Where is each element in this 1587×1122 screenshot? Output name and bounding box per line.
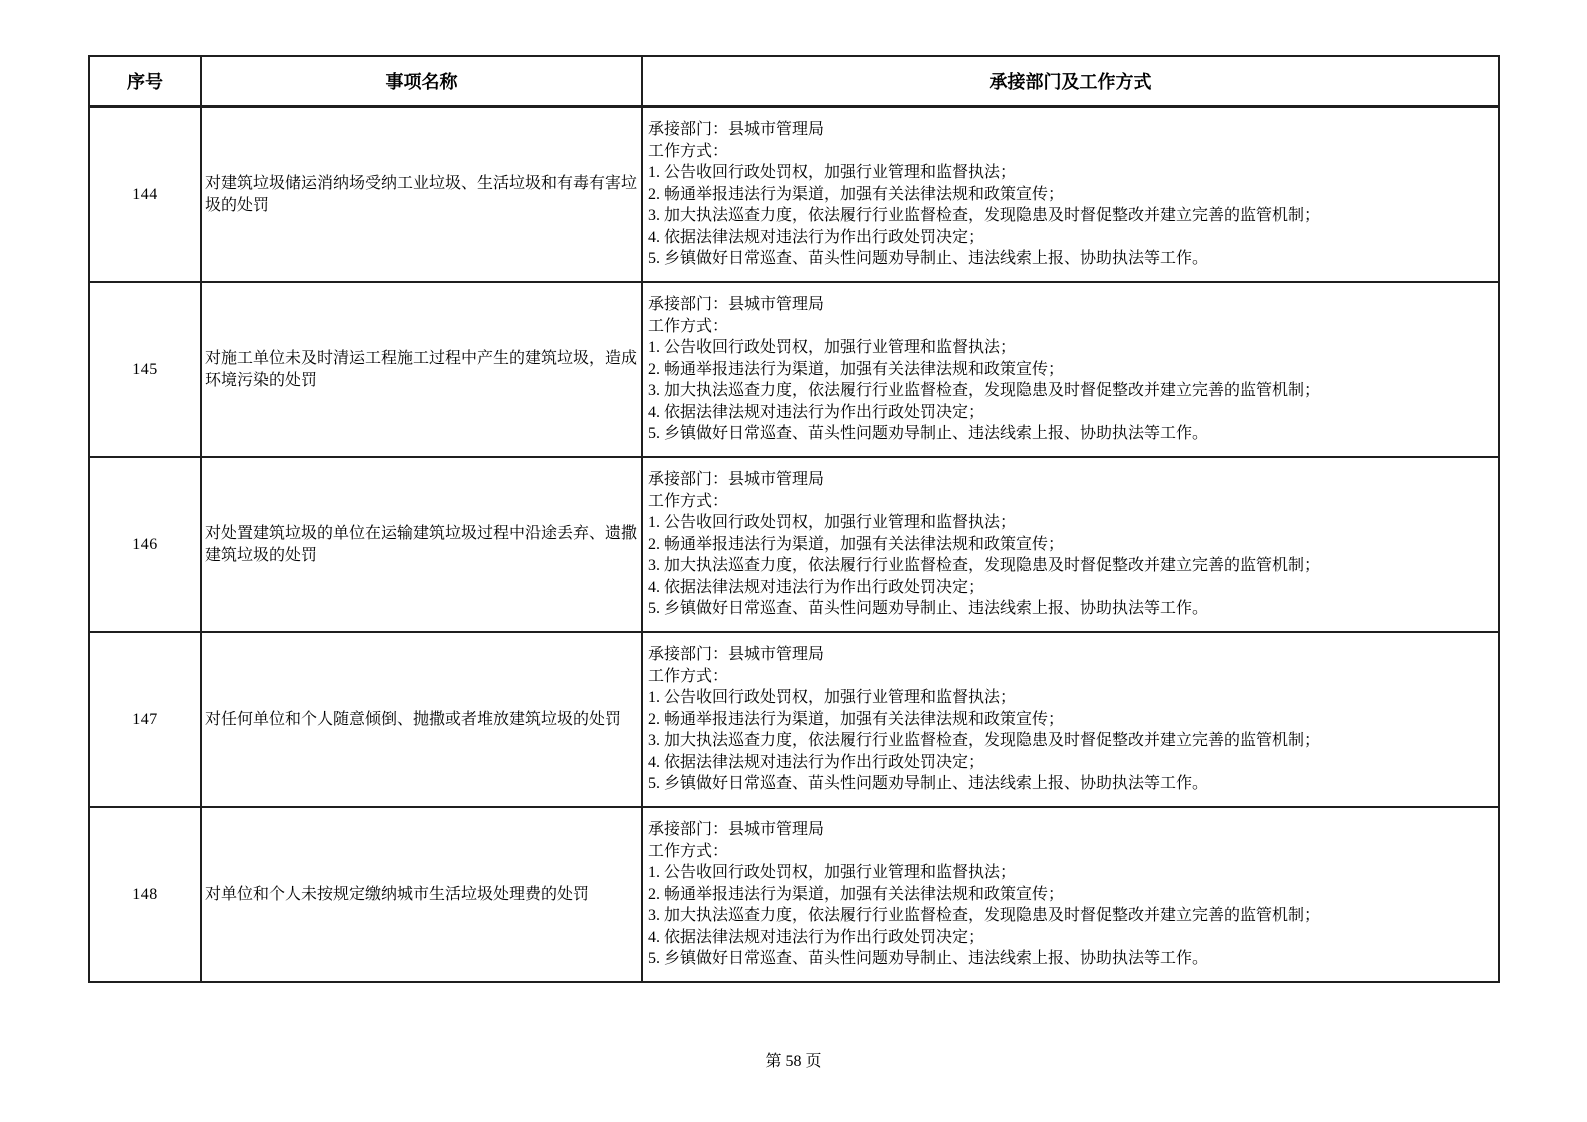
work-method-item-1: 1. 公告收回行政处罚权，加强行业管理和监督执法； (648, 164, 1017, 182)
undertaking-department-line: 承接部门：县城市管理局 (648, 646, 825, 664)
serial-number-cell (89, 282, 201, 457)
work-method-item-4: 4. 依据法律法规对违法行为作出行政处罚决定； (648, 578, 985, 596)
work-method-item-2: 2. 畅通举报违法行为渠道，加强有关法律法规和政策宣传； (648, 710, 1065, 728)
serial-number-cell (89, 807, 201, 982)
work-method-item-4: 4. 依据法律法规对违法行为作出行政处罚决定； (648, 928, 985, 946)
table-row (89, 632, 1499, 807)
serial-number: 144 (132, 185, 158, 203)
item-name: 对单位和个人未按规定缴纳城市生活垃圾处理费的处罚 (205, 885, 590, 903)
work-method-label: 工作方式： (648, 667, 729, 685)
table-row (89, 107, 1499, 283)
undertaking-department-line: 承接部门：县城市管理局 (648, 121, 825, 139)
work-method-item-2: 2. 畅通举报违法行为渠道，加强有关法律法规和政策宣传； (648, 885, 1065, 903)
item-name-cell (201, 107, 642, 283)
work-method-item-5: 5. 乡镇做好日常巡查、苗头性问题劝导制止、违法线索上报、协助执法等工作。 (648, 250, 1209, 268)
department-and-method-cell (642, 632, 1499, 807)
page-number: 第 58 页 (765, 1053, 822, 1070)
work-method-item-4: 4. 依据法律法规对违法行为作出行政处罚决定； (648, 228, 985, 246)
item-name: 对施工单位未及时清运工程施工过程中产生的建筑垃圾，造成环境污染的处罚 (205, 349, 638, 389)
item-name-cell (201, 457, 642, 632)
serial-number-cell (89, 457, 201, 632)
work-method-item-1: 1. 公告收回行政处罚权，加强行业管理和监督执法； (648, 864, 1017, 882)
header-department-and-method: 承接部门及工作方式 (642, 56, 1499, 107)
work-method-item-3: 3. 加大执法巡查力度，依法履行行业监督检查，发现隐患及时督促整改并建立完善的监管机制； (648, 207, 1321, 225)
table-body (89, 107, 1499, 983)
table-row (89, 807, 1499, 982)
work-method-item-3: 3. 加大执法巡查力度，依法履行行业监督检查，发现隐患及时督促整改并建立完善的监管机制； (648, 382, 1321, 400)
work-method-item-4: 4. 依据法律法规对违法行为作出行政处罚决定； (648, 403, 985, 421)
work-method-item-5: 5. 乡镇做好日常巡查、苗头性问题劝导制止、违法线索上报、协助执法等工作。 (648, 425, 1209, 443)
item-name: 对建筑垃圾储运消纳场受纳工业垃圾、生活垃圾和有毒有害垃圾的处罚 (205, 174, 638, 214)
work-method-label: 工作方式： (648, 492, 729, 510)
work-method-label: 工作方式： (648, 142, 729, 160)
serial-number-cell (89, 107, 201, 283)
department-and-method-cell (642, 282, 1499, 457)
work-method-item-1: 1. 公告收回行政处罚权，加强行业管理和监督执法； (648, 339, 1017, 357)
department-and-method-cell (642, 457, 1499, 632)
work-method-item-5: 5. 乡镇做好日常巡查、苗头性问题劝导制止、违法线索上报、协助执法等工作。 (648, 775, 1209, 793)
item-name: 对任何单位和个人随意倾倒、抛撒或者堆放建筑垃圾的处罚 (205, 710, 622, 728)
work-method-item-1: 1. 公告收回行政处罚权，加强行业管理和监督执法； (648, 689, 1017, 707)
matters-table (88, 55, 1500, 983)
work-method-item-4: 4. 依据法律法规对违法行为作出行政处罚决定； (648, 753, 985, 771)
work-method-label: 工作方式： (648, 842, 729, 860)
item-name-cell (201, 632, 642, 807)
serial-number: 147 (132, 710, 158, 728)
work-method-item-5: 5. 乡镇做好日常巡查、苗头性问题劝导制止、违法线索上报、协助执法等工作。 (648, 950, 1209, 968)
serial-number-cell (89, 632, 201, 807)
work-method-item-5: 5. 乡镇做好日常巡查、苗头性问题劝导制止、违法线索上报、协助执法等工作。 (648, 600, 1209, 618)
header-serial-number: 序号 (89, 56, 201, 107)
serial-number: 146 (132, 535, 158, 553)
work-method-item-2: 2. 畅通举报违法行为渠道，加强有关法律法规和政策宣传； (648, 360, 1065, 378)
table-row (89, 457, 1499, 632)
work-method-item-3: 3. 加大执法巡查力度，依法履行行业监督检查，发现隐患及时督促整改并建立完善的监管机制； (648, 557, 1321, 575)
item-name: 对处置建筑垃圾的单位在运输建筑垃圾过程中沿途丢弃、遗撒建筑垃圾的处罚 (205, 524, 638, 564)
undertaking-department-line: 承接部门：县城市管理局 (648, 821, 825, 839)
work-method-item-2: 2. 畅通举报违法行为渠道，加强有关法律法规和政策宣传； (648, 185, 1065, 203)
table-row (89, 282, 1499, 457)
work-method-label: 工作方式： (648, 317, 729, 335)
undertaking-department-line: 承接部门：县城市管理局 (648, 471, 825, 489)
work-method-item-1: 1. 公告收回行政处罚权，加强行业管理和监督执法； (648, 514, 1017, 532)
serial-number: 145 (132, 360, 158, 378)
serial-number: 148 (132, 885, 158, 903)
header-item-name: 事项名称 (201, 56, 642, 107)
work-method-item-2: 2. 畅通举报违法行为渠道，加强有关法律法规和政策宣传； (648, 535, 1065, 553)
work-method-item-3: 3. 加大执法巡查力度，依法履行行业监督检查，发现隐患及时督促整改并建立完善的监管机制； (648, 732, 1321, 750)
item-name-cell (201, 282, 642, 457)
table-header-row (89, 56, 1499, 107)
undertaking-department-line: 承接部门：县城市管理局 (648, 296, 825, 314)
department-and-method-cell (642, 107, 1499, 283)
work-method-item-3: 3. 加大执法巡查力度，依法履行行业监督检查，发现隐患及时督促整改并建立完善的监管机制； (648, 907, 1321, 925)
department-and-method-cell (642, 807, 1499, 982)
item-name-cell (201, 807, 642, 982)
